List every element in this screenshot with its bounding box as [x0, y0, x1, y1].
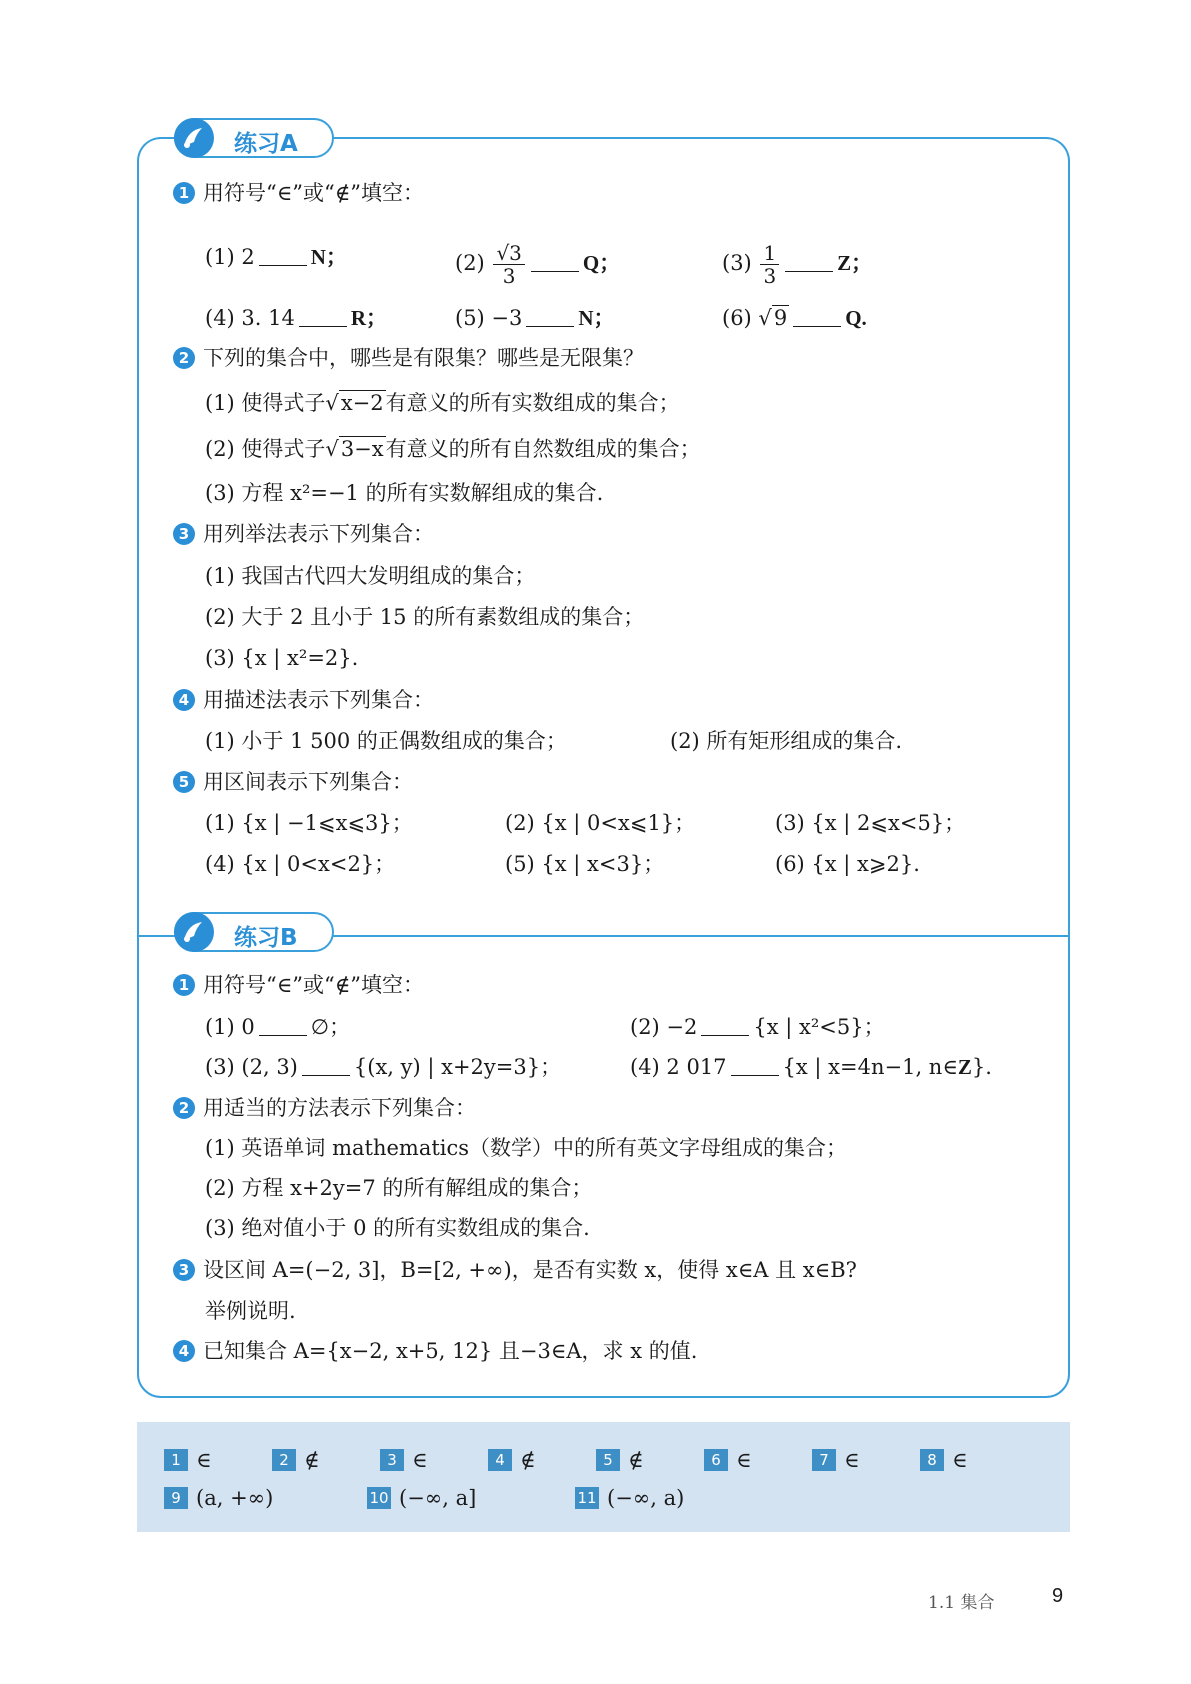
pencil-icon	[174, 118, 214, 158]
answer-value: (−∞, a]	[399, 1486, 477, 1510]
a-q3-a: (1) 我国古代四大发明组成的集合；	[205, 564, 536, 588]
answer-item	[272, 1448, 320, 1472]
fraction	[760, 242, 779, 287]
question-text: 用描述法表示下列集合：	[203, 688, 434, 712]
item-text: ∅；	[310, 1015, 351, 1039]
fill-blank	[302, 1055, 350, 1076]
a-q1-p5	[455, 303, 615, 333]
fraction	[493, 242, 524, 287]
answer-item	[380, 1448, 428, 1472]
b-q2-a: (1) 英语单词 mathematics（数学）中的所有英文字母组成的集合；	[205, 1136, 848, 1160]
a-q3-c: (3) {x | x²=2}.	[205, 646, 359, 670]
b-q1-d	[630, 1052, 992, 1082]
a-q4-b: (2) 所有矩形组成的集合.	[670, 729, 903, 753]
practice-b-title: 练习B	[234, 925, 298, 951]
practice-a-title: 练习A	[234, 131, 298, 157]
set-symbol: Q.	[845, 306, 867, 330]
radicand: 9	[773, 306, 788, 330]
a-q2-b	[205, 434, 701, 464]
a-q3-b: (2) 大于 2 且小于 15 的所有素数组成的集合；	[205, 605, 645, 629]
answer-key: 11	[575, 1487, 599, 1509]
question-text: 用适当的方法表示下列集合：	[203, 1096, 476, 1120]
answer-value: ∉	[520, 1448, 536, 1472]
question-text: 已知集合 A={x−2, x+5, 12} 且−3∈A，求 x 的值.	[203, 1339, 698, 1363]
answer-item	[704, 1448, 752, 1472]
fill-blank	[259, 1015, 307, 1036]
b-q4	[173, 1336, 697, 1366]
answer-key: 8	[920, 1449, 944, 1471]
item-label: (4) 2 017	[630, 1055, 727, 1079]
question-number: 3	[173, 1259, 195, 1281]
b-q2-b: (2) 方程 x+2y=7 的所有解组成的集合；	[205, 1176, 593, 1200]
numerator: 1	[760, 242, 779, 265]
radicand: x−2	[340, 391, 384, 415]
item-text: (2) 使得式子√	[205, 437, 339, 461]
a-q2-a	[205, 388, 680, 418]
answer-key: 7	[812, 1449, 836, 1471]
a-q5-a: (1) {x | −1⩽x⩽3}；	[205, 811, 413, 835]
a-q5-e: (5) {x | x<3}；	[505, 852, 665, 876]
fill-blank	[531, 251, 579, 272]
fill-blank	[701, 1015, 749, 1036]
item-text: 有意义的所有自然数组成的集合；	[385, 437, 701, 461]
item-text: {(x, y) | x+2y=3}；	[353, 1055, 562, 1079]
a-q1-p1	[205, 242, 347, 272]
denominator: 3	[502, 264, 516, 288]
item-label: (3)	[722, 251, 752, 275]
question-number: 1	[173, 974, 195, 996]
fill-blank	[259, 245, 307, 266]
answer-value: ∈	[412, 1448, 428, 1472]
question-number: 5	[173, 771, 195, 793]
set-symbol: R；	[350, 306, 388, 330]
answer-key: 1	[164, 1449, 188, 1471]
item-text: (1) 使得式子√	[205, 391, 339, 415]
question-number: 2	[173, 347, 195, 369]
item-text: }.	[971, 1055, 992, 1079]
radicand: 3−x	[340, 437, 384, 461]
item-text: {x | x=4n−1, n∈	[782, 1055, 958, 1079]
a-q1-p4	[205, 303, 387, 333]
question-number: 4	[173, 1340, 195, 1362]
b-q1	[173, 970, 424, 1000]
practice-b-box	[137, 935, 1070, 1398]
answer-value: ∉	[628, 1448, 644, 1472]
answer-item	[488, 1448, 536, 1472]
answer-item	[575, 1486, 684, 1510]
a-q5-d: (4) {x | 0<x<2}；	[205, 852, 396, 876]
a-q4	[173, 685, 434, 715]
b-q3-cont: 举例说明.	[205, 1299, 296, 1323]
a-q2-c: (3) 方程 x²=−1 的所有实数解组成的集合.	[205, 481, 604, 505]
question-text: 用区间表示下列集合：	[203, 770, 413, 794]
answer-value: (a, +∞)	[196, 1486, 274, 1510]
b-q2	[173, 1093, 476, 1123]
answer-item	[367, 1486, 476, 1510]
answer-item	[164, 1486, 273, 1510]
item-text: 有意义的所有实数组成的集合；	[385, 391, 680, 415]
answer-strip	[137, 1422, 1070, 1532]
question-text: 用列举法表示下列集合：	[203, 522, 434, 546]
answer-item	[920, 1448, 968, 1472]
item-label: (2)	[455, 251, 485, 275]
item-label: (5) −3	[455, 306, 523, 330]
item-label: (6)	[722, 306, 759, 330]
set-symbol: Z	[957, 1055, 972, 1079]
fill-blank	[785, 251, 833, 272]
practice-b-tab	[174, 912, 334, 952]
a-q1-p2	[455, 242, 620, 287]
item-label: (3) (2, 3)	[205, 1055, 298, 1079]
practice-a-tab	[174, 118, 334, 158]
set-symbol: Z；	[837, 251, 873, 275]
item-label: (4) 3. 14	[205, 306, 295, 330]
answer-key: 9	[164, 1487, 188, 1509]
answer-item	[812, 1448, 860, 1472]
question-number: 3	[173, 523, 195, 545]
question-text: 设区间 A=(−2, 3]，B=[2, +∞)，是否有实数 x，使得 x∈A 且 x∈B?	[203, 1258, 857, 1282]
a-q4-a: (1) 小于 1 500 的正偶数组成的集合；	[205, 729, 567, 753]
a-q3	[173, 519, 434, 549]
answer-value: ∈	[844, 1448, 860, 1472]
answer-item	[596, 1448, 644, 1472]
section-label: 1.1 集合	[928, 1593, 995, 1613]
a-q5-c: (3) {x | 2⩽x<5}；	[775, 811, 966, 835]
fill-blank	[299, 306, 347, 327]
answer-key: 4	[488, 1449, 512, 1471]
item-label: (1) 2	[205, 245, 255, 269]
answer-key: 2	[272, 1449, 296, 1471]
fill-blank	[793, 306, 841, 327]
question-number: 1	[173, 182, 195, 204]
item-label: (2) −2	[630, 1015, 698, 1039]
denominator: 3	[763, 264, 777, 288]
item-text: {x | x²<5}；	[753, 1015, 885, 1039]
item-label: (1) 0	[205, 1015, 255, 1039]
answer-key: 6	[704, 1449, 728, 1471]
question-number: 2	[173, 1097, 195, 1119]
fill-blank	[731, 1055, 779, 1076]
question-number: 4	[173, 689, 195, 711]
a-q5-b: (2) {x | 0<x⩽1}；	[505, 811, 696, 835]
set-symbol: N；	[578, 306, 615, 330]
answer-value: ∉	[304, 1448, 320, 1472]
question-text: 用符号“∈”或“∉”填空：	[203, 973, 425, 997]
page-number: 9	[1052, 1585, 1064, 1607]
answer-value: (−∞, a)	[607, 1486, 685, 1510]
answer-value: ∈	[952, 1448, 968, 1472]
a-q2	[173, 343, 644, 373]
a-q1-p6: (6) √9 Q.	[722, 306, 867, 330]
set-symbol: Q；	[582, 251, 621, 275]
set-symbol: N；	[310, 245, 347, 269]
question-text: 下列的集合中，哪些是有限集？哪些是无限集？	[203, 346, 644, 370]
a-q1-p3	[722, 242, 872, 287]
a-q5-f: (6) {x | x⩾2}.	[775, 852, 920, 876]
numerator: √3	[493, 242, 524, 265]
fill-blank	[526, 306, 574, 327]
a-q1	[173, 178, 424, 208]
question-text: 用符号“∈”或“∉”填空：	[203, 181, 425, 205]
answer-value: ∈	[736, 1448, 752, 1472]
answer-key: 3	[380, 1449, 404, 1471]
b-q2-c: (3) 绝对值小于 0 的所有实数组成的集合.	[205, 1216, 590, 1240]
a-q5	[173, 767, 413, 797]
b-q1-c	[205, 1052, 561, 1082]
b-q3	[173, 1255, 857, 1285]
pencil-icon	[174, 912, 214, 952]
b-q1-a	[205, 1012, 350, 1042]
b-q1-b	[630, 1012, 885, 1042]
answer-key: 5	[596, 1449, 620, 1471]
answer-value: ∈	[196, 1448, 212, 1472]
answer-item	[164, 1448, 212, 1472]
answer-key: 10	[367, 1487, 391, 1509]
